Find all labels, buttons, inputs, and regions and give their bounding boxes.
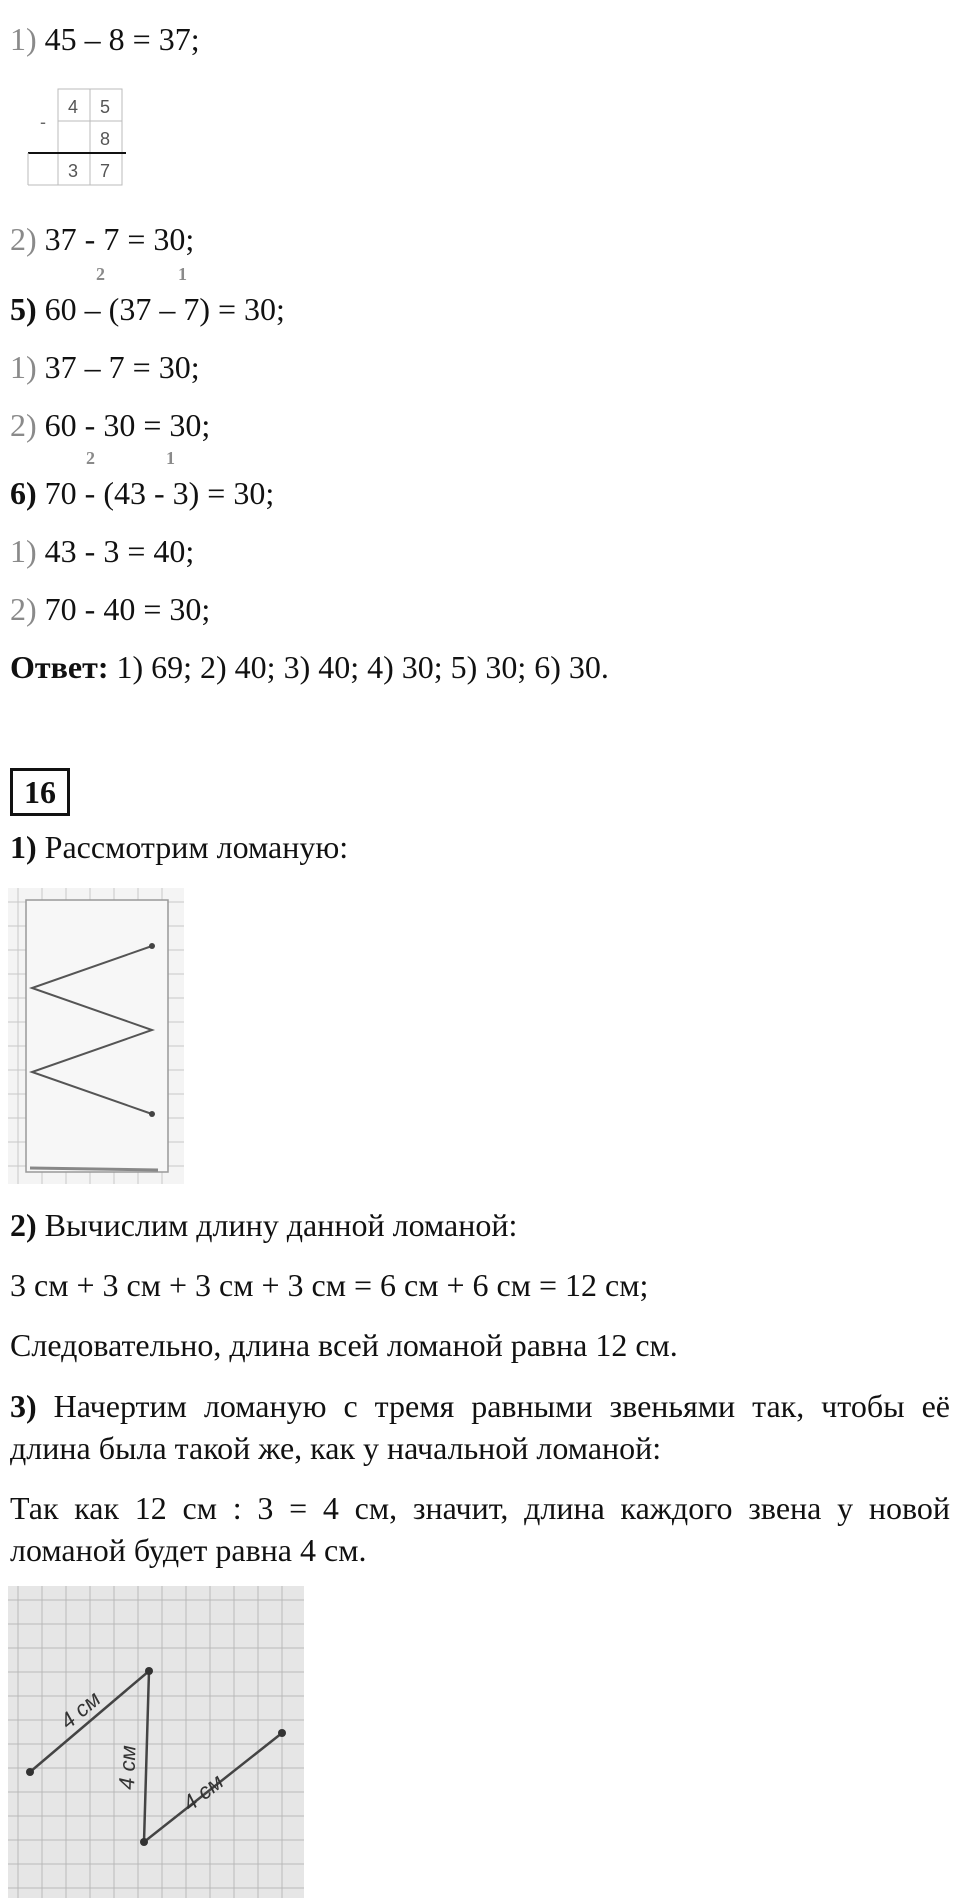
conclusion-text: Следовательно, длина всей ломаной равна 12 см.: [10, 1327, 678, 1363]
step-2-line: [10, 220, 194, 258]
step-number: 3): [10, 1388, 37, 1424]
step-expression: 43 - 3 = 40;: [36, 533, 195, 569]
step-expression: 37 - 7 = 30;: [36, 221, 195, 257]
step-text: Начертим ломаную с тремя равными звеньями так, чтобы её длина была такой же, как у начальной ломаной:: [10, 1388, 950, 1466]
column-subtraction: [26, 88, 134, 190]
step-text: Вычислим длину данной ломаной:: [36, 1207, 518, 1243]
step-number: 2): [10, 1207, 37, 1243]
segment-length-paragraph: Так как 12 см : 3 = 4 см, значит, длина каждого звена у новой ломаной будет равна 4 см.: [10, 1490, 950, 1568]
step-number: 1): [10, 21, 37, 57]
step-number: 1): [10, 349, 37, 385]
task-16-step-3: [10, 1385, 950, 1469]
segment-label: 4 см: [177, 1768, 229, 1816]
column-digit: 4: [68, 97, 79, 117]
step-number: 2): [10, 407, 37, 443]
task-number: 6): [10, 475, 37, 511]
order-mark: 2: [96, 264, 105, 284]
new-polyline-figure: [8, 1586, 304, 1898]
answer-line: [10, 648, 609, 686]
column-minus-sign: -: [40, 112, 46, 132]
column-digit: 8: [100, 129, 111, 149]
step-expression: 60 - 30 = 30;: [36, 407, 211, 443]
column-digit: 7: [100, 161, 111, 181]
task-6-step-1: [10, 532, 194, 570]
task-5-line: [10, 290, 285, 328]
task-5-step-1: [10, 348, 200, 386]
step-1-line: [10, 20, 200, 58]
zigzag-polyline-figure: [8, 888, 184, 1184]
task-number: 5): [10, 291, 37, 327]
step-expression: 70 - 40 = 30;: [36, 591, 211, 627]
task-expression: 60 – (37 – 7) = 30;: [36, 291, 285, 327]
task-16-step-2: [10, 1206, 517, 1244]
step-expression: 45 – 8 = 37;: [36, 21, 200, 57]
step-number: 1): [10, 533, 37, 569]
task-16-number: 16: [10, 768, 70, 816]
step-number: 1): [10, 829, 37, 865]
segment-label: 4 см: [114, 1744, 141, 1791]
answer-label: Ответ:: [10, 649, 109, 685]
step-text: Рассмотрим ломаную:: [36, 829, 349, 865]
task-6-line: [10, 474, 274, 512]
order-mark: 1: [178, 264, 187, 284]
column-digit: 5: [100, 97, 111, 117]
task-6-step-2: [10, 590, 210, 628]
column-digit: 3: [68, 161, 79, 181]
answer-text: 1) 69; 2) 40; 3) 40; 4) 30; 5) 30; 6) 30.: [108, 649, 609, 685]
task-expression: 70 - (43 - 3) = 30;: [36, 475, 275, 511]
order-mark: 2: [86, 448, 95, 468]
length-calculation: 3 см + 3 см + 3 см + 3 см = 6 см + 6 см = 12 см;: [10, 1267, 649, 1303]
order-mark: 1: [166, 448, 175, 468]
task-5-step-2: [10, 406, 210, 444]
step-number: 2): [10, 221, 37, 257]
segment-label: 4 см: [55, 1686, 106, 1734]
step-number: 2): [10, 591, 37, 627]
step-expression: 37 – 7 = 30;: [36, 349, 200, 385]
task-16-step-1: [10, 828, 348, 866]
